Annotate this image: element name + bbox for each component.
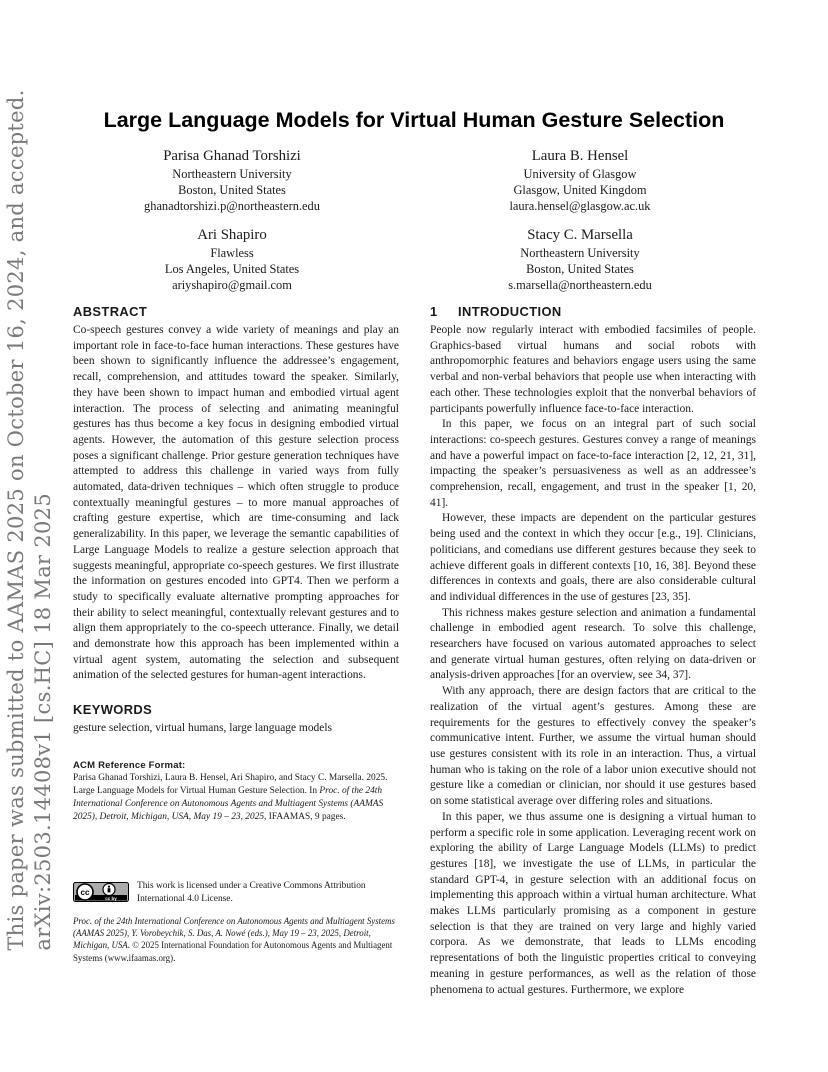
author-1 <box>82 147 382 215</box>
author-location: Glasgow, United Kingdom <box>513 183 647 198</box>
arxiv-identifier: arXiv:2503.14408v1 [cs.HC] 18 Mar 2025 <box>31 493 55 951</box>
intro-paragraph-1: People now regularly interact with embodied facsimiles of people. Graphics-based virtual humans and social robots with anthropomorphic features and behaviors engage users using the same verbal and non-verbal behaviors that people use when interacting with each other. These technologies exploit that the nonverbal behaviors of participants powerfully influence face-to-face interaction. <box>430 324 756 415</box>
license-block <box>73 880 399 912</box>
author-name: Ari Shapiro <box>197 227 267 243</box>
proceedings-footnote <box>73 915 399 964</box>
author-location: Boston, United States <box>526 262 634 277</box>
author-location: Los Angeles, United States <box>164 262 300 277</box>
author-email: laura.hensel@glasgow.ac.uk <box>509 199 651 214</box>
acm-reference-text <box>73 772 399 825</box>
intro-paragraph-2: In this paper, we focus on an integral part of such social interactions: co-speech gestures. Gestures convey a range of meanings and have a powerful impact on face-to-face interaction [2, 12, 21, 31], impacting the speaker’s persuasiveness as well as an addressee’s comprehension, recall, engagement, and trust in the speaker [1, 20, 41]. <box>430 418 756 509</box>
right-column <box>430 304 756 998</box>
author-affiliation: Northeastern University <box>172 167 292 181</box>
intro-paragraph-4: This richness makes gesture selection and animation a fundamental challenge in embodied agent research. To solve this challenge, researchers have focused on various automated approaches to select and generate virtual human gestures, often relying on data-driven or analysis-driven approaches [for an overview, see 34, 37]. <box>430 606 756 682</box>
license-text: This work is licensed under a Creative Commons Attribution International 4.0 License. <box>137 881 366 904</box>
author-email: s.marsella@northeastern.edu <box>508 278 652 293</box>
acm-reference-heading: ACM Reference Format: <box>73 759 186 771</box>
author-affiliation: Flawless <box>210 246 254 260</box>
intro-paragraph-6: In this paper, we thus assume one is designing a virtual human to perform a specific role in some application. Leveraging recent work on exploring the ability of Large Language Models (LLMs) to predict gestures [18], we investigate the use of LLMs, in particular the standard GPT-4, in gesture selection with an additional focus on implementing this approach within a virtual human architecture. What makes LLMs particularly promising as a component in gesture selection is that they are trained on very large and highly varied corpora. As we demonstrate, that leads to LLMs encoding representations of both the linguistic properties critical to conveying meaning in gesture performances, as well as the relation of those phenomena to actual gestures. Furthermore, we explore <box>430 810 756 996</box>
footnote-copyright: . © 2025 International Foundation for Autonomous Agents and Multiagent Systems (www.ifaamas.org). <box>73 940 393 963</box>
svg-text:cc: cc <box>80 888 90 897</box>
cc-by-icon <box>73 882 129 902</box>
arxiv-sidebar <box>0 0 60 1072</box>
submission-note: This paper was submitted to AAMAS 2025 on October 16, 2024, and accepted. <box>4 89 28 951</box>
arxiv-stamp <box>3 89 57 950</box>
acm-reference-publisher: , IFAAMAS, 9 pages. <box>264 812 346 823</box>
acm-reference-venue: Proc. of the 24th International Conference on Autonomous Agents and Multiagent Systems (AAMAS 2025), Detroit, Michigan, USA, May 19 – 23, 2025 <box>73 786 384 823</box>
introduction-heading <box>430 304 756 320</box>
intro-paragraph-5: With any approach, there are design factors that are critical to the realization of the virtual agent’s gestures. Among these are requirements for the gestures to effectively convey the speaker’s communicative intent. Further, we assume the virtual human should use gestures consistent with its role in an interaction. Thus, a virtual human who is taking on the role of a labor union executive should not gesture like a comedian or clinician, nor should it use gestures based on some statistical average over differing roles and situations. <box>430 685 756 808</box>
section-title: INTRODUCTION <box>458 304 562 319</box>
acm-reference-citation: Parisa Ghanad Torshizi, Laura B. Hensel, Ari Shapiro, and Stacy C. Marsella. 2025. Large Language Models for Virtual Human Gesture Selection. In <box>73 772 388 797</box>
author-affiliation: University of Glasgow <box>523 167 637 181</box>
cc-badge-text: cc by <box>105 895 117 901</box>
left-column <box>73 304 399 825</box>
intro-paragraph-3: However, these impacts are dependent on the particular gestures being used and the context in which they occur [e.g., 19]. Clinicians, politicians, and comedians use different gestures because they seek to achieve different goals in different contexts [10, 16, 38]. Beyond these differences in contexts and goals, there are also considerable cultural and individual differences in the use of gestures [23, 35]. <box>430 512 756 603</box>
author-name: Laura B. Hensel <box>531 148 629 164</box>
author-name: Parisa Ghanad Torshizi <box>163 148 301 164</box>
author-email: ariyshapiro@gmail.com <box>172 278 292 293</box>
author-location: Boston, United States <box>178 183 286 198</box>
keywords-heading: KEYWORDS <box>73 702 153 718</box>
keywords-text: gesture selection, virtual humans, large language models <box>73 722 332 735</box>
abstract-heading: ABSTRACT <box>73 304 148 319</box>
footnote-proceedings: Proc. of the 24th International Conference on Autonomous Agents and Multiagent Systems (AAMAS 2025), Y. Vorobeychik, S. Das, A. Nowé (eds.), May 19 – 23, 2025, Detroit, Michigan, USA <box>73 916 395 951</box>
author-4 <box>430 226 730 294</box>
author-email: ghanadtorshizi.p@northeastern.edu <box>144 199 320 214</box>
author-2 <box>430 147 730 215</box>
abstract-text: Co-speech gestures convey a wide variety of meanings and play an important role in face-to-face human interactions. These gestures have been shown to significantly influence the addressee’s engagement, recall, comprehension, and attitudes toward the speaker. Similarly, they have been shown to impact human and embodied virtual agent interaction. The process of selecting and animating meaningful gestures has thus become a key focus in designing embodied virtual agents. However, the automation of this gesture selection process poses a significant challenge. Prior gesture generation techniques have attempted to address this challenge in varied ways from fully automated, data-driven techniques – which often struggle to produce contextually meaningful gestures – to more manual approaches of crafting gesture expertise, which are time-consuming and lack generalizability. In this paper, we leverage the semantic capabilities of Large Language Models to realize a gesture selection approach that suggests meaningful, appropriate co-speech gestures. We first illustrate the information on gestures encoded into GPT4. Then we perform a study to specifically evaluate alternative prompting approaches for their ability to select meaningful, contextually relevant gestures and to align them appropriately to the co-speech utterance. Finally, we detail and demonstrate how this approach has been implemented within a virtual agent system, automating the selection and subsequent animation of the selected gestures for human-agent interactions. <box>73 324 399 682</box>
author-3 <box>82 226 382 294</box>
author-name: Stacy C. Marsella <box>527 227 633 243</box>
paper-title: Large Language Models for Virtual Human Gesture Selection <box>103 108 725 132</box>
section-number: 1 <box>430 304 438 319</box>
author-affiliation: Northeastern University <box>520 246 640 260</box>
